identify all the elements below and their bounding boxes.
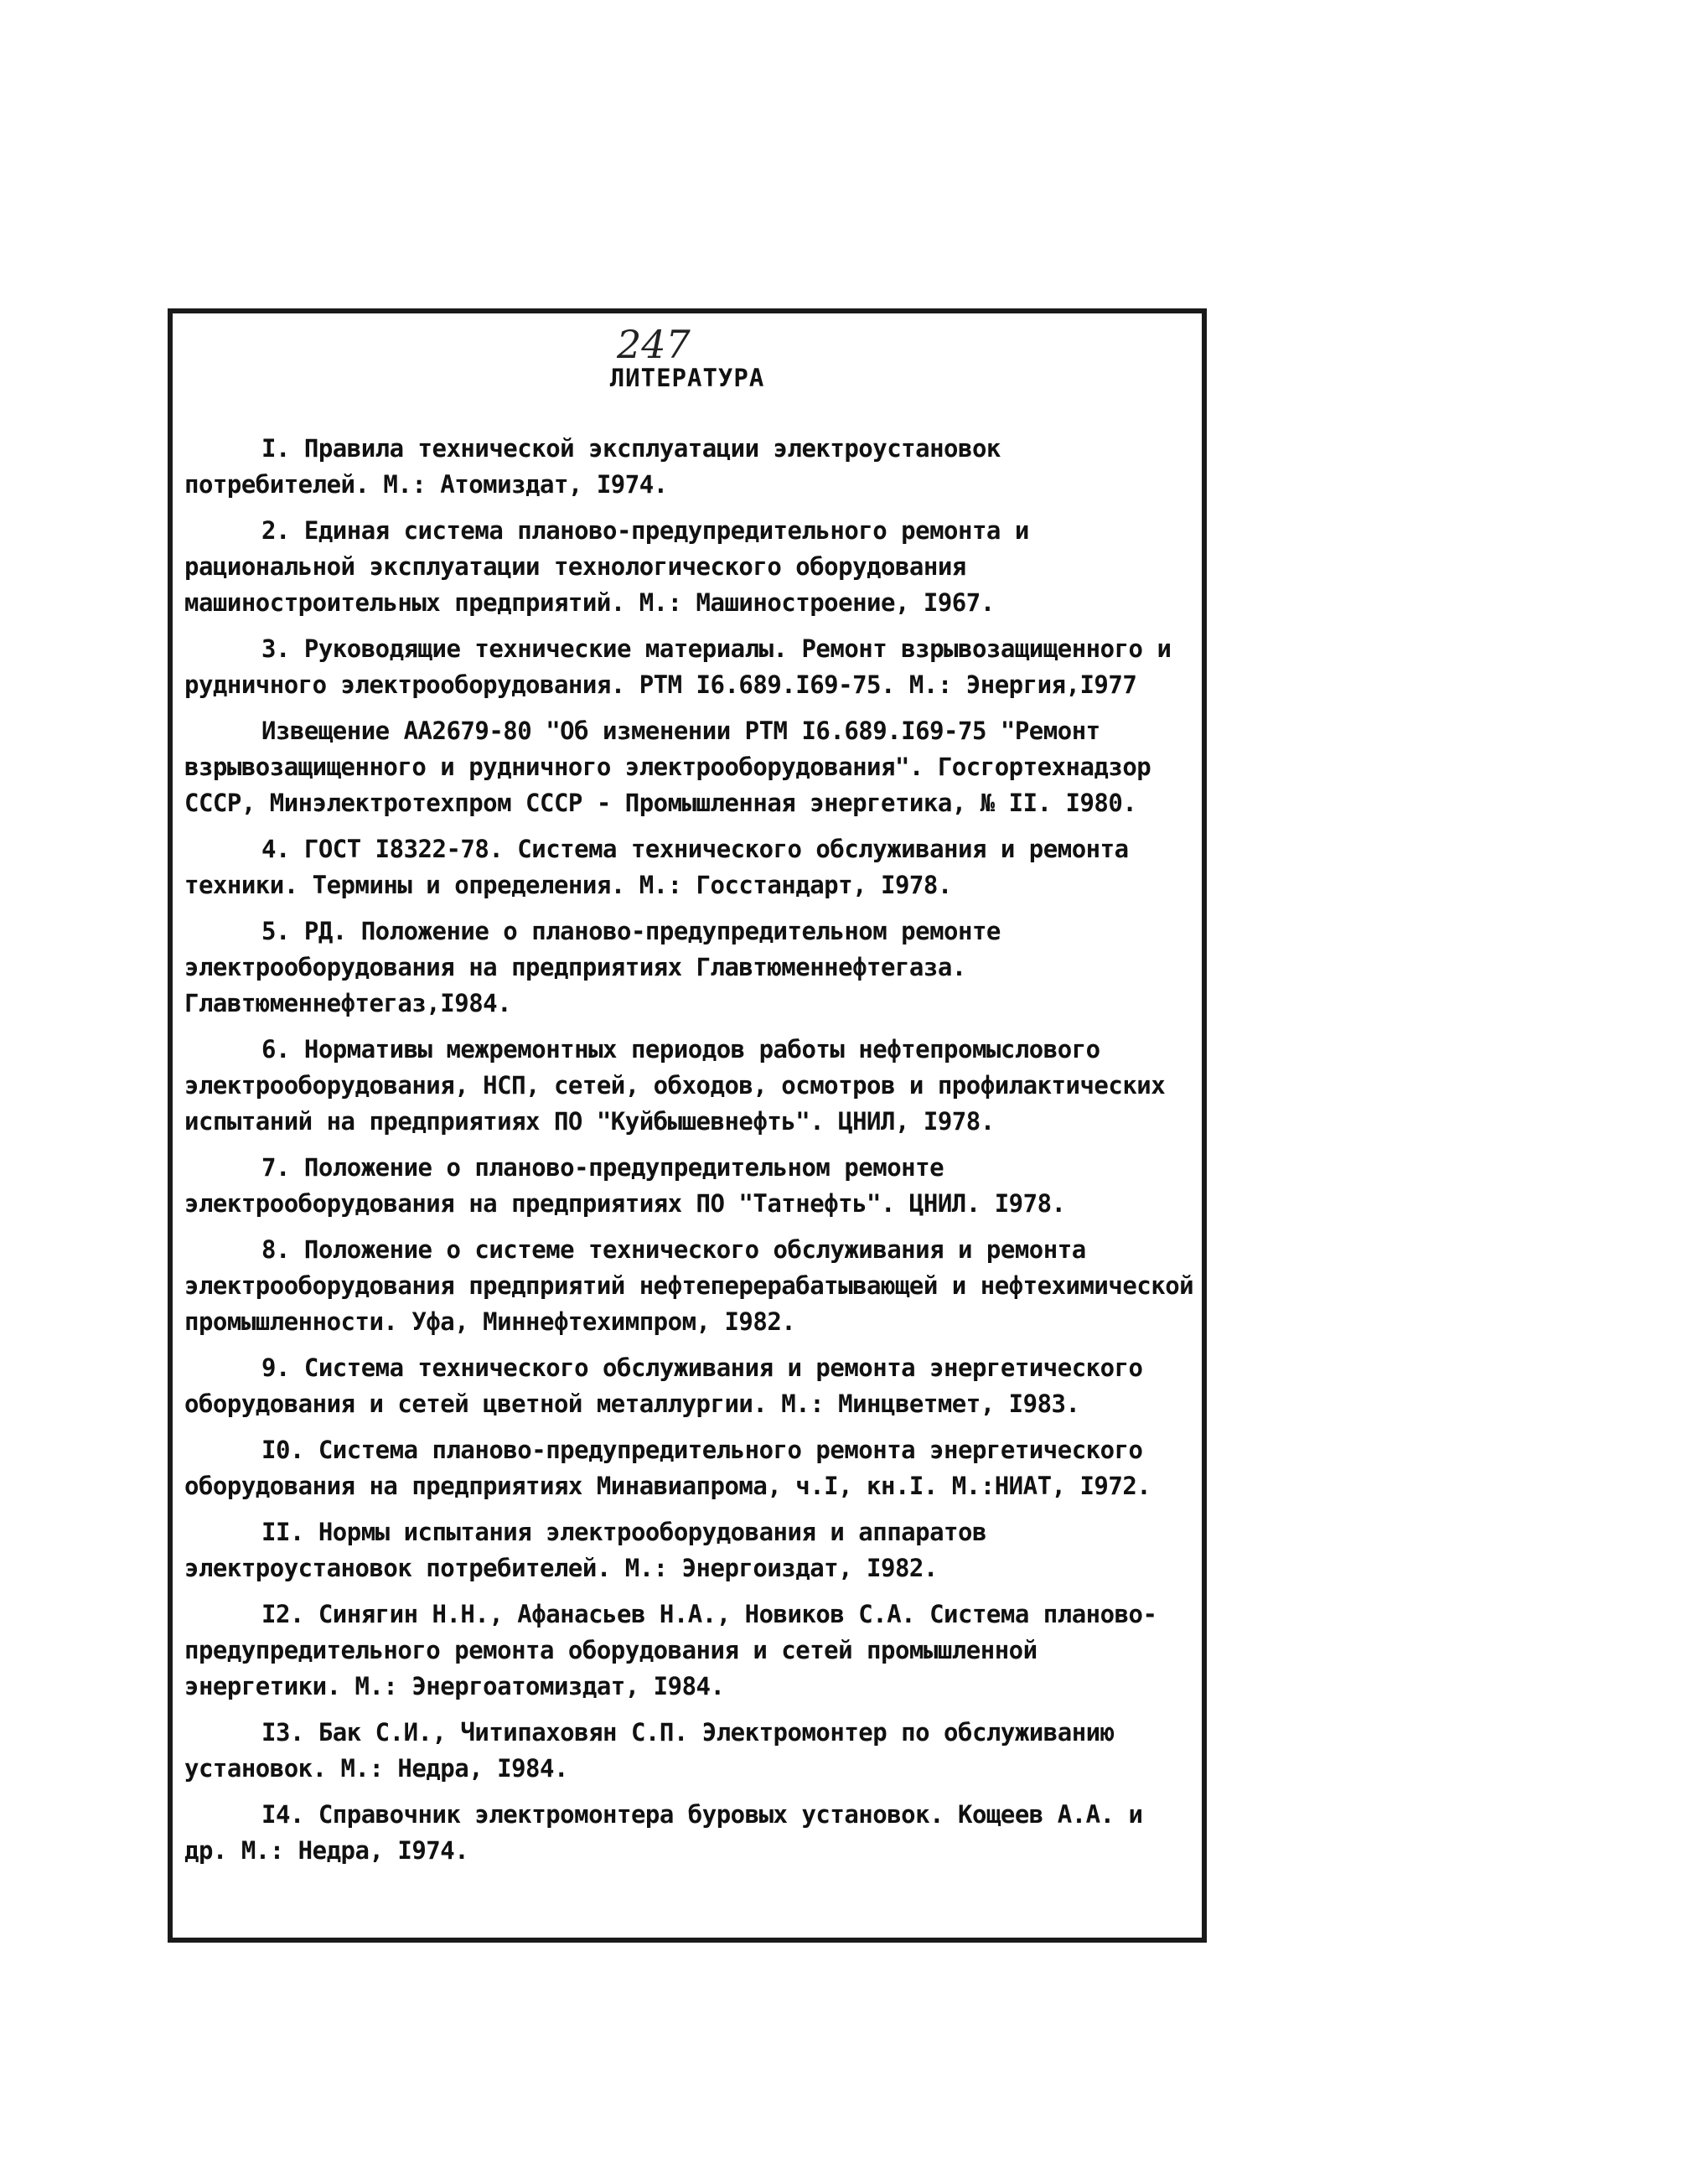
- reference-item: 6. Нормативы межремонтных периодов работы нефтепромыслового электрооборудования, НСП, сетей, обходов, осмотров и профилактических испытаний на предприятиях ПО "Куйбышевнефть". ЦНИЛ, I978.: [184, 1035, 1166, 1136]
- reference-item: 5. РД. Положение о планово-предупредительном ремонте электрооборудования на предприятиях Главтюменнефтегаза. Главтюменнефтегаз,I984.: [184, 917, 1001, 1017]
- page-heading: ЛИТЕРАТУРА: [609, 364, 765, 392]
- reference-item: Извещение АА2679-80 "Об изменении РТМ I6.689.I69-75 "Ремонт взрывозащищенного и рудничного электрооборудования". Госгортехнадзор СССР, Минэлектротехпром СССР - Промышленная энергетика, № II. I980.: [184, 717, 1151, 817]
- reference-list: [184, 431, 1195, 1879]
- reference-item: I4. Справочник электромонтера буровых установок. Кощеев А.А. и др. М.: Недра, I974.: [184, 1800, 1143, 1865]
- reference-item: 8. Положение о системе технического обслуживания и ремонта электрооборудования предприятий нефтеперерабатывающей и нефтехимической промышленности. Уфа, Миннефтехимпром, I982.: [184, 1235, 1194, 1336]
- reference-item: II. Нормы испытания электрооборудования и аппаратов электроустановок потребителей. М.: Энергоиздат, I982.: [184, 1518, 986, 1582]
- reference-item: 7. Положение о планово-предупредительном ремонте электрооборудования на предприятиях ПО "Татнефть". ЦНИЛ. I978.: [184, 1153, 1066, 1218]
- reference-item: I0. Система планово-предупредительного ремонта энергетического оборудования на предприятиях Минавиапрома, ч.I, кн.I. М.:НИАТ, I972.: [184, 1436, 1151, 1500]
- page-frame: [168, 308, 1207, 1943]
- reference-item: I2. Синягин Н.Н., Афанасьев Н.А., Новиков С.А. Система планово-предупредительного ремонта оборудования и сетей промышленной энергетики. М.: Энергоатомиздат, I984.: [184, 1600, 1157, 1700]
- reference-item: 9. Система технического обслуживания и ремонта энергетического оборудования и сетей цветной металлургии. М.: Минцветмет, I983.: [184, 1353, 1143, 1418]
- reference-item: 4. ГОСТ I8322-78. Система технического обслуживания и ремонта техники. Термины и определения. М.: Госстандарт, I978.: [184, 835, 1129, 899]
- reference-item: I3. Бак С.И., Читипаховян С.П. Электромонтер по обслуживанию установок. М.: Недра, I984.: [184, 1718, 1115, 1783]
- reference-item: 3. Руководящие технические материалы. Ремонт взрывозащищенного и рудничного электрооборудования. РТМ I6.689.I69-75. М.: Энергия,I977: [184, 634, 1172, 699]
- handwritten-page-number: 247: [617, 322, 691, 367]
- reference-item: 2. Единая система планово-предупредительного ремонта и рациональной эксплуатации технологического оборудования машиностроительных предприятий. М.: Машиностроение, I967.: [184, 516, 1029, 617]
- reference-item: I. Правила технической эксплуатации электроустановок потребителей. М.: Атомиздат, I974.: [184, 434, 1001, 499]
